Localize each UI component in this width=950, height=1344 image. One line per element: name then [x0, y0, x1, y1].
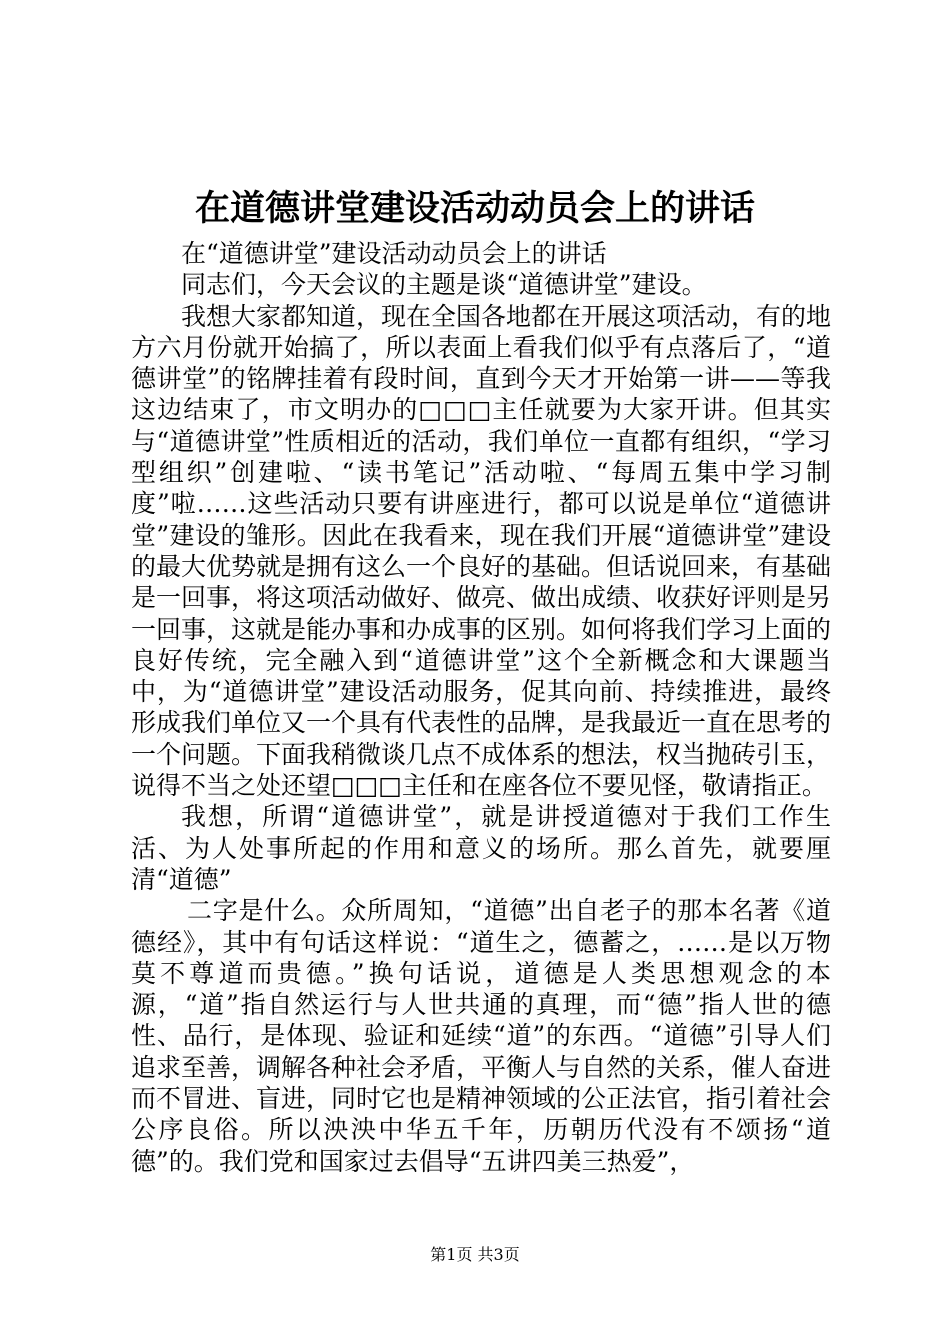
paragraph-introduction: 我想大家都知道，现在全国各地都在开展这项活动，有的地方六月份就开始搞了，所以表面上看我们似乎有点落后了，“道德讲堂”的铭牌挂着有段时间，直到今天才开始第一讲——等我这边结束了，市文明办的□□□主任就要为大家开讲。但其实与“道德讲堂”性质相近的活动，我们单位一直都有组织，“学习型组织”创建啦、“读书笔记”活动啦、“每周五集中学习制度”啦……这些活动只要有讲座进行，都可以说是单位“道德讲堂”建设的雏形。因此在我看来，现在我们开展“道德讲堂”建设的最大优势就是拥有这么一个良好的基础。但话说回来，有基础是一回事，将这项活动做好、做亮、做出成绩、收获好评则是另一回事，这就是能办事和办成事的区别。如何将我们学习上面的良好传统，完全融入到“道德讲堂”这个全新概念和大课题当中，为“道德讲堂”建设活动服务，促其向前、持续推进，最终形成我们单位又一个具有代表性的品牌，是我最近一直在思考的一个问题。下面我稍微谈几点不成体系的想法，权当抛砖引玉，说得不当之处还望□□□主任和在座各位不要见怪，敬请指正。: [131, 301, 832, 801]
page-number-footer: 第1页 共3页: [430, 1245, 520, 1264]
document-title: 在道德讲堂建设活动动员会上的讲话: [194, 188, 755, 229]
paragraph-definition: 我想，所谓“道德讲堂”，就是讲授道德对于我们工作生活、为人处事所起的作用和意义的场所。那么首先，就要厘清“道德”: [131, 802, 831, 894]
document-body: [131, 238, 831, 1177]
paragraph-daode-meaning: 二字是什么。众所周知，“道德”出自老子的那本名著《道德经》，其中有句话这样说：“道生之，德蓄之，……是以万物莫不尊道而贵德。”换句话说，道德是人类思想观念的本源，“道”指自然运行与人世共通的真理，而“德”指人世的德性、品行，是体现、验证和延续“道”的东西。“道德”引导人们追求至善，调解各种社会矛盾，平衡人与自然的关系，催人奋进而不冒进、盲进，同时它也是精神领域的公正法官，指引着社会公序良俗。所以泱泱中华五千年，历朝历代没有不颂扬“道德”的。我们党和国家过去倡导“五讲四美三热爱”，: [131, 896, 832, 1176]
paragraph-greeting: 同志们，今天会议的主题是谈“道德讲堂”建设。: [181, 270, 707, 300]
paragraph-heading-repeat: 在“道德讲堂”建设活动动员会上的讲话: [181, 239, 607, 268]
